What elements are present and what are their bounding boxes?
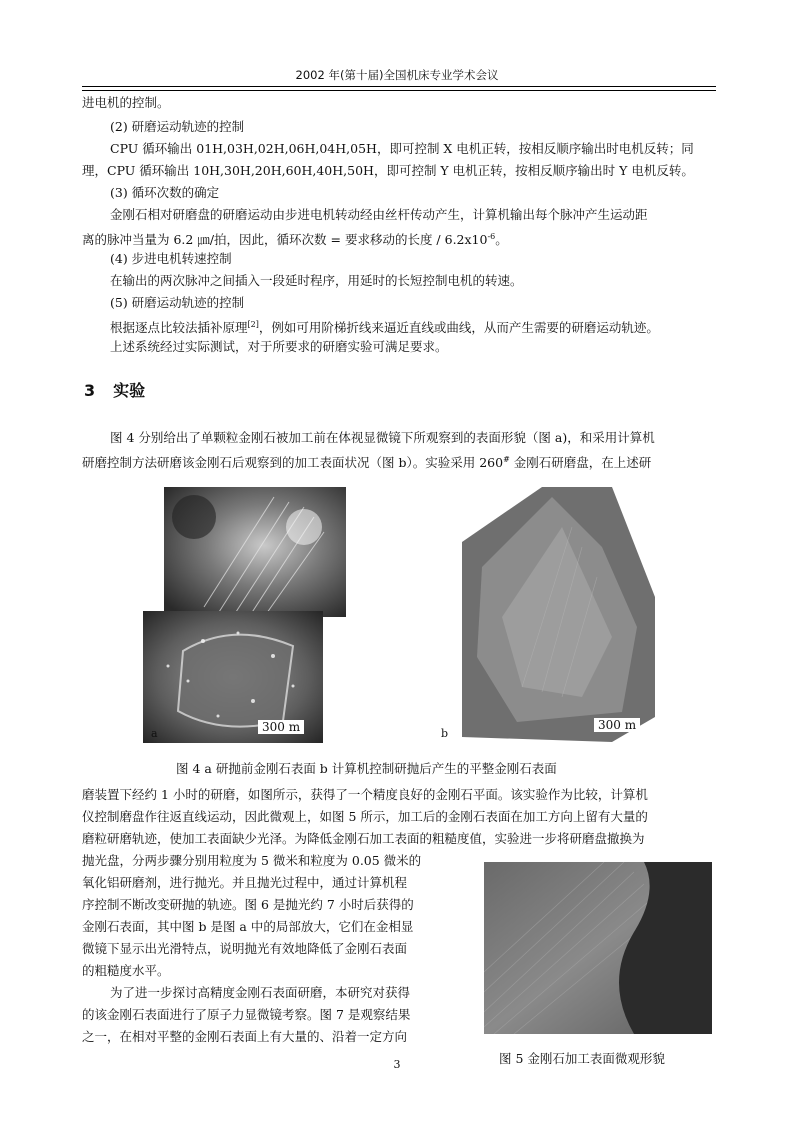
- citation-line: [110, 317, 659, 336]
- running-header: 2002 年(第十届)全国机床专业学术会议: [295, 68, 499, 82]
- text-line: 在输出的两次脉冲之间插入一段延时程序，用延时的长短控制电机的转速。: [110, 273, 523, 288]
- subheading: (5) 研磨运动轨迹的控制: [110, 295, 245, 310]
- text-line: 进电机的控制。: [82, 95, 170, 110]
- text-line: 上述系统经过实际测试，对于所要求的研磨实验可满足要求。: [110, 339, 448, 354]
- text-line: 研磨控制方法研磨该金刚石后观察到的加工表面状况（图 b）。实验采用 260: [82, 455, 504, 471]
- text-line: 根据逐点比较法插补原理: [110, 320, 248, 336]
- figure-4a-upper-image: [164, 487, 346, 617]
- text-line: 为了进一步探讨高精度金刚石表面研磨，本研究对获得: [110, 985, 411, 1000]
- micrograph-upper: [164, 487, 346, 617]
- header-rule-thick: [82, 90, 716, 91]
- figure-4-caption: 图 4 a 研抛前金刚石表面 b 计算机控制研抛后产生的平整金刚石表面: [176, 761, 557, 776]
- text-line: 磨粒研磨轨迹，使加工表面缺少光泽。为降低金刚石加工表面的粗糙度值，实验进一步将研磨盘撤换为: [82, 831, 645, 846]
- text-line: 仪控制磨盘作往返直线运动，因此微观上，如图 5 所示，加工后的金刚石表面在加工方向上留有大量的: [82, 809, 648, 824]
- figure-5-caption: 图 5 金刚石加工表面微观形貌: [499, 1051, 665, 1066]
- text-line: 金刚石表面，其中图 b 是图 a 中的局部放大，它们在金相显: [82, 919, 414, 934]
- figure-4b-label: b: [441, 727, 449, 740]
- scale-bar-a: 300 m: [258, 720, 304, 734]
- figure-4a-label: a: [151, 727, 158, 740]
- scale-bar-b: 300 m: [594, 718, 640, 732]
- figure-4b-image: [462, 487, 655, 742]
- text-line: 离的脉冲当量为 6.2 ㎛/拍，因此，循环次数 = 要求移动的长度 / 6.2x10: [82, 232, 488, 248]
- text-line: 磨装置下经约 1 小时的研磨，如图所示，获得了一个精度良好的金刚石平面。该实验作为比较，计算机: [82, 787, 648, 802]
- text-line: CPU 循环输出 01H,03H,02H,06H,04H,05H，即可控制 X 电机正转，按相反顺序输出时电机反转；同: [110, 141, 694, 156]
- text-line: 金刚石相对研磨盘的研磨运动由步进电机转动经由丝杆传动产生，计算机输出每个脉冲产生运动距: [110, 207, 648, 222]
- micrograph-polished: [462, 487, 655, 742]
- text-line: 微镜下显示出光滑特点，说明抛光有效地降低了金刚石表面: [82, 941, 408, 956]
- micrograph-surface: [484, 862, 712, 1034]
- text-line: 的粗糙度水平。: [82, 963, 170, 978]
- subheading: (4) 步进电机转速控制: [110, 251, 232, 266]
- text-line: 的该金刚石表面进行了原子力显微镜考察。图 7 是观察结果: [82, 1007, 411, 1022]
- text-line: 氧化铝研磨剂，进行抛光。并且抛光过程中，通过计算机程: [82, 875, 408, 890]
- text-line: 抛光盘，分两步骤分别用粒度为 5 微米和粒度为 0.05 微米的: [82, 853, 422, 868]
- section-heading: [84, 378, 145, 401]
- text-line-with-sup: [82, 452, 651, 471]
- text-line: 理，CPU 循环输出 10H,30H,20H,60H,40H,50H，即可控制 Y 电机正转，按相反顺序输出时 Y 电机反转。: [82, 163, 694, 178]
- text-line: 图 4 分别给出了单颗粒金刚石被加工前在体视显微镜下所观察到的表面形貌（图 a)，和采用计算机: [110, 430, 655, 445]
- citation-ref[interactable]: [2]: [247, 320, 259, 329]
- subheading: (3) 循环次数的确定: [110, 185, 220, 200]
- page-number: 3: [393, 1058, 401, 1071]
- text-line: 之一，在相对平整的金刚石表面上有大量的、沿着一定方向: [82, 1029, 408, 1044]
- figure-5-image: [484, 862, 712, 1034]
- text-line: 。: [495, 232, 508, 248]
- exponent: -6: [487, 232, 496, 241]
- section-title: 实验: [113, 381, 146, 400]
- subheading: (2) 研磨运动轨迹的控制: [110, 119, 245, 134]
- text-line: 金刚石研磨盘，在上述研: [509, 455, 652, 471]
- text-line: ，例如可用阶梯折线来逼近直线或曲线，从而产生需要的研磨运动轨迹。: [258, 320, 659, 336]
- text-line: 序控制不断改变研抛的轨迹。图 6 是抛光约 7 小时后获得的: [82, 897, 414, 912]
- grit-mark: #: [503, 455, 510, 464]
- section-number: 3: [84, 381, 96, 400]
- header-rule: [82, 86, 716, 87]
- formula-line: [82, 229, 508, 248]
